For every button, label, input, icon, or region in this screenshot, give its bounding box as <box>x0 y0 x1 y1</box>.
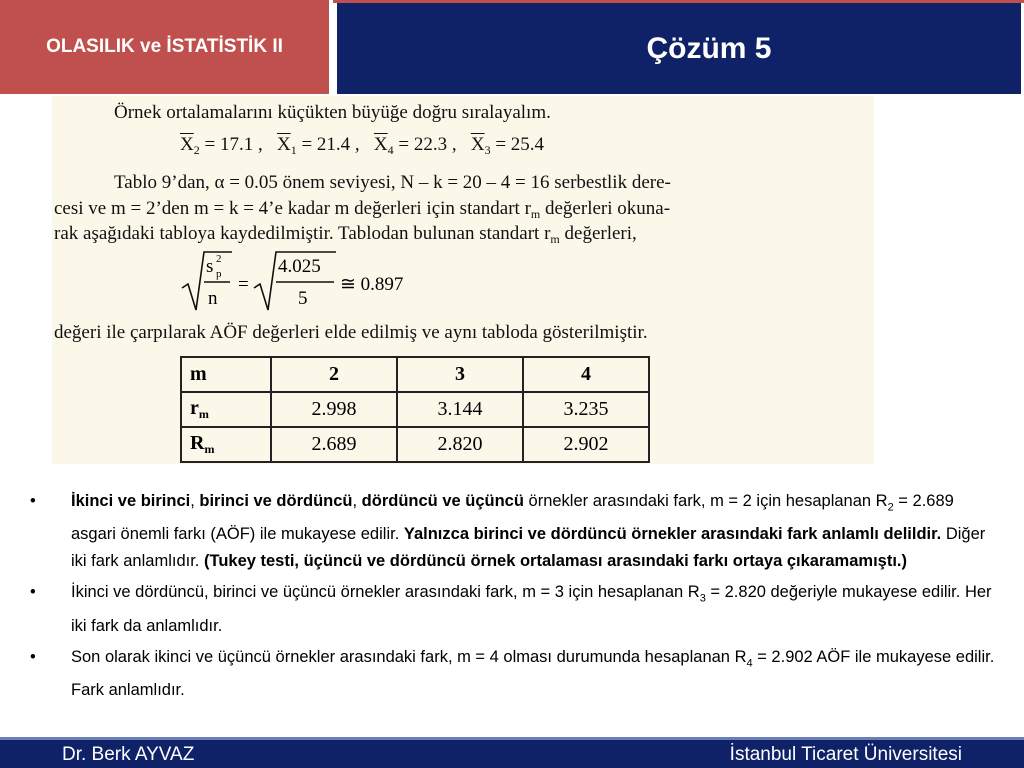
scan-line-7: değeri ile çarpılarak AÖF değerleri elde edilmiş ve aynı tabloda gösterilmiştir. <box>54 322 648 343</box>
table-cell: 2.998 <box>271 392 397 427</box>
bullet-marker: • <box>30 492 36 510</box>
scan-line-4: cesi ve m = 2’den m = k = 4’e kadar m değerleri için standart $r_m$ değerleri okuna- <box>54 198 671 221</box>
slide-title: Çözüm 5 <box>646 31 772 65</box>
formula-num-sup: 2 <box>216 253 222 265</box>
scan-line-3: Tablo 9’dan, α = 0.05 önem seviyesi, N – k = 20 – 4 = 16 serbestlik dere- <box>114 172 671 193</box>
table-cell: 2.689 <box>271 427 397 462</box>
table-header-row <box>181 357 649 392</box>
table-header-cell: 2 <box>271 357 397 392</box>
course-title-box <box>0 0 333 94</box>
scanned-textbook-image <box>52 96 874 464</box>
formula-num-sub: p <box>216 268 222 280</box>
table-cell: 3.144 <box>397 392 523 427</box>
bullet-list <box>28 488 996 708</box>
mean-x4: $\overline{X}_4 = 22.3$ , <box>373 134 457 157</box>
svg-text:=: = <box>238 274 249 295</box>
table-header-cell: 4 <box>523 357 649 392</box>
course-title: OLASILIK ve İSTATİSTİK II <box>46 36 283 57</box>
bullet-item: • İkinci ve birinci, birinci ve dördüncü, dördüncü ve üçüncü örnekler arasındaki fark, m = 2 için hesaplanan $R_2 = 2.689$ asgari önemli farkı (AÖF) ile mukayese edilir. Yalnızca birinci ve dördüncü örnekler arasındaki fark anlamlı delildir. Diğer iki fark anlamlıdır. (Tukey testi, üçüncü ve dördüncü örnek ortalaması arasındaki farkı ortaya çıkaramamıştı.) <box>28 488 996 575</box>
mean-x1: $\overline{X}_1 = 21.4$ , <box>276 134 360 157</box>
scan-line-5: rak aşağıdaki tabloya kaydedilmiştir. Tablodan bulunan standart $r_m$ değerleri, <box>54 223 637 246</box>
table-cell: 2.820 <box>397 427 523 462</box>
scan-line-1: Örnek ortalamalarını küçükten büyüğe doğru sıralayalım. <box>114 102 551 123</box>
formula-den2: 5 <box>298 288 308 309</box>
formula-result: ≅ 0.897 <box>340 274 404 295</box>
mean-x3: $\overline{X}_3 = 25.4$ <box>470 134 545 157</box>
table-cell: 2.902 <box>523 427 649 462</box>
table-cell: 3.235 <box>523 392 649 427</box>
table-row <box>181 392 649 427</box>
formula-num-sym: s <box>206 256 214 277</box>
slide-title-box <box>337 3 1021 94</box>
table-row <box>181 427 649 462</box>
bullet-item: • Son olarak ikinci ve üçüncü örnekler arasındaki fark, m = 4 olması durumunda hesaplanan $R_4 = 2.902$ AÖF ile mukayese edilir. Fark anlamlıdır. <box>28 644 996 704</box>
table-row-label: $R_m$ <box>181 427 271 462</box>
sorted-means <box>180 134 544 158</box>
sqrt-formula <box>180 248 510 318</box>
mean-x2: $\overline{X}_2 = 17.1$ , <box>180 134 263 157</box>
formula-num2: 4.025 <box>278 256 321 277</box>
table-header-cell: m <box>181 357 271 392</box>
bullet-item: • İkinci ve dördüncü, birinci ve üçüncü örnekler arasındaki fark, m = 3 için hesaplanan $R_3 = 2.820$ değeriyle mukayese edilir. Her iki fark da anlamlıdır. <box>28 579 996 639</box>
bullet-marker: • <box>30 583 36 602</box>
formula-den-sym: n <box>208 288 218 309</box>
bullet-marker: • <box>30 647 36 666</box>
table-header-cell: 3 <box>397 357 523 392</box>
rm-table <box>180 356 650 463</box>
footer-institution: İstanbul Ticaret Üniversitesi <box>729 744 962 765</box>
footer-author: Dr. Berk AYVAZ <box>62 744 195 765</box>
table-row-label: $r_m$ <box>181 392 271 427</box>
footer-bar <box>0 737 1024 768</box>
